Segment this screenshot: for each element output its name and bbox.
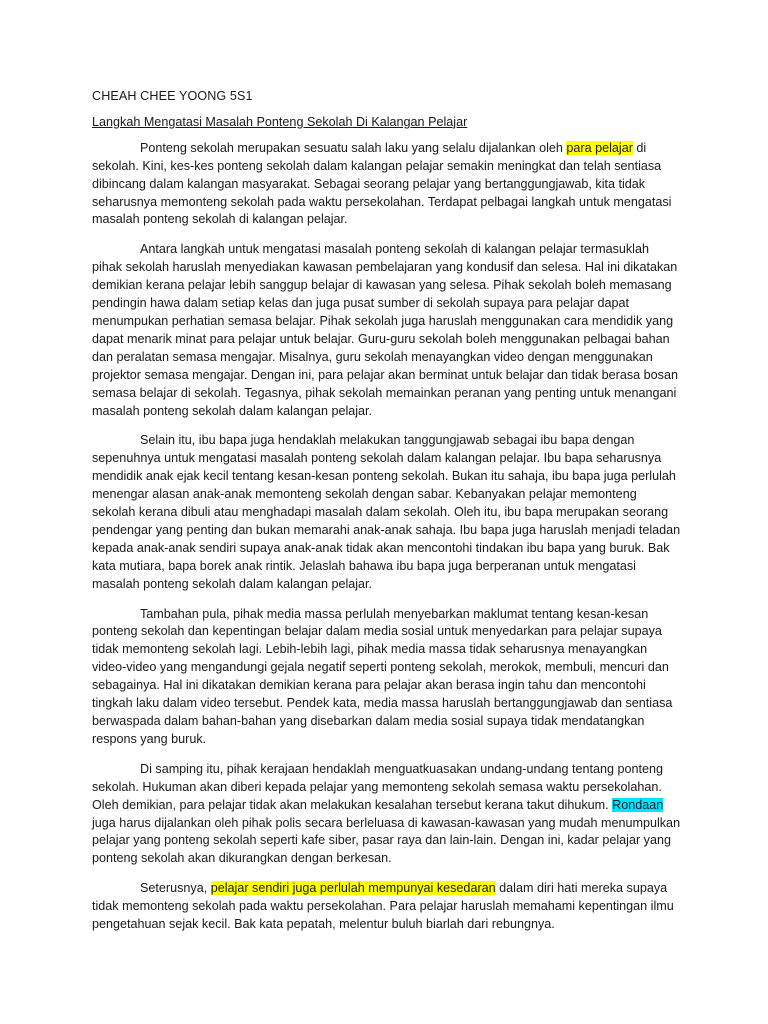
paragraph-5 bbox=[92, 761, 682, 868]
highlighted-text: Rondaan bbox=[612, 797, 664, 812]
paragraph-text: Ponteng sekolah merupakan sesuatu salah laku yang selalu dijalankan oleh bbox=[140, 140, 567, 155]
paragraph-3 bbox=[92, 432, 682, 593]
paragraph-text: Selain itu, ibu bapa juga hendaklah melakukan tanggungjawab sebagai ibu bapa dengan sepenuhnya untuk mengatasi masalah ponteng sekolah dalam kalangan pelajar. Ibu bapa seharusnya mendidik anak ejak kecil tentang kesan-kesan ponteng sekolah. Bukan itu sahaja, ibu bapa juga perlulah menengar alasan anak-anak memonteng sekolah dengan sabar. Kebanyakan pelajar memonteng sekolah kerana dibuli atau menghadapi masalah dalam sekolah. Oleh itu, ibu bapa merupakan seorang pendengar yang penting dan bukan memarahi anak-anak sahaja. Ibu bapa juga haruslah menjadi teladan kepada anak-anak sendiri supaya anak-anak tidak akan mencontohi tindakan ibu bapa yang buruk. Bak kata mutiara, bapa borek anak rintik. Jelaslah bahawa ibu bapa juga berperanan untuk mengatasi masalah ponteng sekolah dalam kalangan pelajar. bbox=[92, 433, 681, 591]
author-line: CHEAH CHEE YOONG 5S1 bbox=[92, 89, 253, 103]
document-title: Langkah Mengatasi Masalah Ponteng Sekolah Di Kalangan Pelajar bbox=[92, 114, 468, 129]
paragraph-text: Tambahan pula, pihak media massa perlulah menyebarkan maklumat tentang kesan-kesan ponteng sekolah dan kepentingan belajar dalam media sosial untuk menyedarkan para pelajar supaya tidak memonteng sekolah lagi. Lebih-lebih lagi, pihak media massa tidak seharusnya menayangkan video-video yang mengandungi gejala negatif seperti ponteng sekolah, merokok, membuli, mencuri dan sebagainya. Hal ini dikatakan demikian kerana para pelajar akan berasa ingin tahu dan mencontohi tingkah laku dalam video tersebut. Pendek kata, media massa haruslah bertanggungjawab dan sentiasa berwaspada dalam bahan-bahan yang disebarkan dalam media sosial supaya tidak mendatangkan respons yang buruk. bbox=[92, 606, 673, 746]
paragraph-text: dalam diri hati mereka supaya tidak memonteng sekolah pada waktu persekolahan. Para pelajar haruslah memahami kepentingan ilmu pengetahuan sejak kecil. Bak kata pepatah, melentur buluh biarlah dari rebungnya. bbox=[92, 881, 674, 932]
paragraph-text: Antara langkah untuk mengatasi masalah ponteng sekolah di kalangan pelajar termasuklah pihak sekolah haruslah menyediakan kawasan pembelajaran yang kondusif dan selesa. Hal ini dikatakan demikian kerana pelajar lebih sanggup belajar di kawasan yang selesa. Pihak sekolah boleh memasang pendingin hawa dalam setiap kelas dan juga pusat sumber di sekolah supaya para pelajar dapat menumpukan perhatian semasa belajar. Pihak sekolah juga haruslah menggunakan cara mendidik yang dapat menarik minat para pelajar untuk belajar. Guru-guru sekolah boleh menggunakan pelbagai bahan dan peralatan semasa mengajar. Misalnya, guru sekolah menayangkan video dengan menggunakan projektor semasa mengajar. Dengan ini, para pelajar akan berminat untuk belajar dan tidak berasa bosan semasa belajar di sekolah. Tegasnya, pihak sekolah memainkan peranan yang penting untuk menangani masalah ponteng sekolah dalam kalangan pelajar. bbox=[92, 242, 678, 418]
paragraph-6 bbox=[92, 880, 682, 934]
paragraph-1 bbox=[92, 140, 682, 230]
highlighted-text: para pelajar bbox=[566, 140, 633, 155]
paragraph-text: juga harus dijalankan oleh pihak polis secara berleluasa di kawasan-kawasan yang mudah menumpulkan pelajar yang ponteng sekolah seperti kafe siber, pasar raya dan lain-lain. Dengan ini, kadar pelajar yang ponteng sekolah akan dikurangkan dengan berkesan. bbox=[92, 815, 681, 866]
highlighted-text: pelajar sendiri juga perlulah mempunyai kesedaran bbox=[210, 881, 496, 896]
paragraph-text: Di samping itu, pihak kerajaan hendaklah menguatkuasakan undang-undang tentang ponteng sekolah. Hukuman akan diberi kepada pelajar yang memonteng sekolah semasa waktu persekolahan. Oleh demikian, para pelajar tidak akan melakukan kesalahan tersebut kerana takut dihukum. bbox=[92, 761, 664, 812]
paragraph-text: Seterusnya, bbox=[140, 881, 211, 896]
paragraph-4 bbox=[92, 606, 682, 749]
paragraph-text: di sekolah. Kini, kes-kes ponteng sekolah dalam kalangan pelajar semakin meningkat dan telah sentiasa dibincang dalam kalangan masyarakat. Sebagai seorang pelajar yang bertanggungjawab, kita tidak seharusnya memonteng sekolah pada waktu persekolahan. Terdapat pelbagai langkah untuk mengatasi masalah ponteng sekolah di kalangan pelajar. bbox=[92, 140, 672, 227]
document-page bbox=[92, 88, 682, 946]
paragraph-2 bbox=[92, 241, 682, 420]
